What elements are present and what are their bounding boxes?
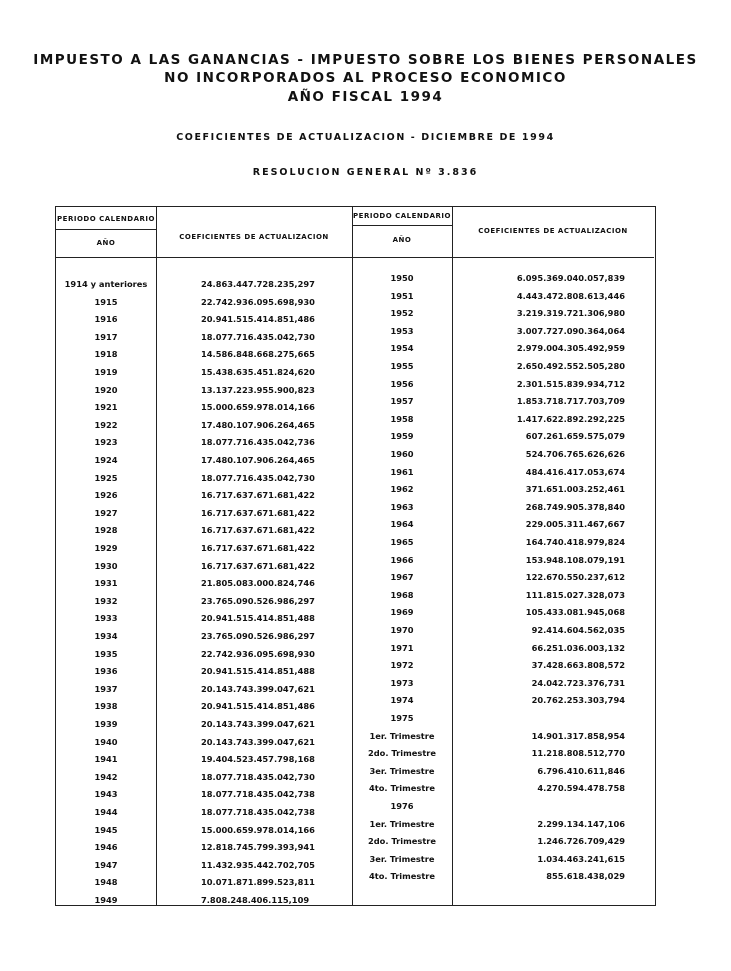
right-coef-cell: 371.651.003.252,461 <box>525 484 625 495</box>
col-divider-3 <box>452 207 453 905</box>
left-coef-cell: 7.808.248.406.115,109 <box>201 895 310 905</box>
doc-title-line-3: AÑO FISCAL 1994 <box>287 89 444 105</box>
left-year-cell: 1941 <box>94 754 118 765</box>
col-divider-1 <box>156 207 157 905</box>
left-year-cell: 1923 <box>94 437 118 448</box>
right-coef-cell: 164.740.418.979,824 <box>525 537 625 547</box>
right-coef-cell: 1.417.622.892.292,225 <box>516 413 625 424</box>
left-coef-cell: 22.742.936.095.698,930 <box>201 648 315 659</box>
left-coef-cell: 16.717.637.671.681,422 <box>201 525 315 536</box>
left-year-cell: 1936 <box>94 666 118 677</box>
left-coef-cell: 16.717.637.671.681,422 <box>201 543 315 553</box>
left-year-cell: 1915 <box>94 296 118 307</box>
right-year-cell: 1971 <box>390 642 414 653</box>
right-coef-cell: 229.005.311.467,667 <box>525 519 625 530</box>
left-year-cell: 1947 <box>94 859 118 870</box>
right-coef-cell: 37.428.663.808,572 <box>531 660 625 671</box>
left-year-cell: 1925 <box>94 472 118 483</box>
left-coef-cell: 23.765.090.526.986,297 <box>201 631 315 641</box>
left-coef-cell: 24.863.447.728.235,297 <box>201 279 315 289</box>
left-year-cell: 1928 <box>94 525 118 536</box>
right-coef-cell: 484.416.417.053,674 <box>525 466 625 477</box>
right-year-cell: 1967 <box>390 572 414 583</box>
right-year-cell: 1969 <box>390 607 414 618</box>
right-coef-cell: 2.301.515.839.934,712 <box>516 378 625 389</box>
right-year-cell: 1974 <box>390 695 414 706</box>
left-coef-cell: 17.480.107.906.264,465 <box>201 419 315 430</box>
left-coef-cell: 20.941.515.414.851,486 <box>201 314 315 325</box>
left-coef-cell: 17.480.107.906.264,465 <box>201 455 315 465</box>
left-year-cell: 1935 <box>94 648 118 659</box>
left-year-cell: 1948 <box>94 877 118 888</box>
left-year-cell: 1926 <box>94 490 118 501</box>
coefficients-table <box>55 206 656 906</box>
right-year-cell: 1976 <box>390 801 414 811</box>
left-coef-cell: 11.432.935.442.702,705 <box>201 859 315 870</box>
left-year-cell: 1919 <box>94 367 118 377</box>
right-year-cell: 1963 <box>390 501 414 512</box>
left-coef-cell: 16.717.637.671.681,422 <box>201 560 315 571</box>
right-year-cell: 1950 <box>390 273 414 283</box>
right-coef-cell: 105.433.081.945,068 <box>525 607 625 618</box>
right-coef-cell: 1.853.718.717.703,709 <box>516 396 625 407</box>
right-year-cell: 1er. Trimestre <box>369 818 435 829</box>
left-coef-cell: 20.143.743.399.047,621 <box>201 736 315 747</box>
left-year-cell: 1938 <box>94 701 118 712</box>
left-coef-cell: 18.077.716.435.042,736 <box>201 437 315 448</box>
right-year-cell: 1970 <box>390 625 414 635</box>
right-coef-cell: 6.796.410.611,846 <box>537 765 625 776</box>
right-year-cell: 1968 <box>390 589 414 600</box>
header-anio-right: AÑO <box>392 236 412 244</box>
right-year-cell: 4to. Trimestre <box>368 871 436 882</box>
right-year-cell: 1959 <box>390 431 414 442</box>
right-coef-cell: 66.251.036.003,132 <box>531 642 625 653</box>
left-year-cell: 1945 <box>94 824 118 835</box>
left-coef-cell: 18.077.718.435.042,738 <box>201 789 315 800</box>
left-year-cell: 1931 <box>94 578 118 589</box>
right-year-cell: 1972 <box>390 660 414 671</box>
right-coef-cell: 20.762.253.303,794 <box>531 695 625 706</box>
right-year-cell: 4to. Trimestre <box>368 783 436 794</box>
right-coef-cell: 24.042.723.376,731 <box>531 677 625 688</box>
left-coef-cell: 20.941.515.414.851,488 <box>201 666 315 677</box>
left-coef-cell: 15.438.635.451.824,620 <box>201 367 315 377</box>
right-coef-cell: 2.979.004.305.492,959 <box>516 343 625 354</box>
right-coef-cell: 92.414.604.562,035 <box>531 625 625 635</box>
right-coef-cell: 1.246.726.709,429 <box>537 836 625 847</box>
right-year-cell: 1958 <box>390 413 414 424</box>
left-year-cell: 1921 <box>94 402 118 413</box>
right-coef-cell: 153.948.108.079,191 <box>525 554 625 565</box>
right-year-cell: 1951 <box>390 290 414 301</box>
left-year-cell: 1934 <box>94 631 118 641</box>
right-coef-cell: 122.670.550.237,612 <box>525 572 625 583</box>
right-year-cell: 1952 <box>390 308 414 319</box>
right-year-cell: 1960 <box>390 449 414 459</box>
left-year-cell: 1922 <box>94 419 118 430</box>
left-coef-cell: 15.000.659.978.014,166 <box>201 402 315 413</box>
right-year-cell: 1966 <box>390 554 414 565</box>
left-coef-cell: 20.941.515.414.851,488 <box>201 613 315 624</box>
right-year-cell: 1961 <box>390 466 414 477</box>
right-year-cell: 1975 <box>390 713 414 723</box>
left-year-cell: 1918 <box>94 349 118 360</box>
left-year-cell: 1946 <box>94 842 118 853</box>
right-year-cell: 1955 <box>390 361 414 371</box>
right-coef-cell: 2.650.492.552.505,280 <box>516 361 625 371</box>
right-coef-cell: 524.706.765.626,626 <box>525 449 625 459</box>
left-coef-cell: 20.143.743.399.047,621 <box>201 683 315 694</box>
header-subdivider-right <box>352 225 452 226</box>
right-coef-cell: 2.299.134.147,106 <box>537 818 625 829</box>
left-year-cell: 1932 <box>94 595 118 606</box>
header-periodo-right: PERIODO CALENDARIO <box>353 212 451 220</box>
right-coef-cell: 6.095.369.040.057,839 <box>516 273 625 283</box>
left-year-cell: 1942 <box>94 771 118 782</box>
header-coef-left: COEFICIENTES DE ACTUALIZACION <box>179 233 329 241</box>
left-year-cell: 1949 <box>94 895 118 905</box>
left-coef-cell: 20.143.743.399.047,621 <box>201 719 315 729</box>
header-anio-left: AÑO <box>96 239 116 247</box>
left-coef-cell: 12.818.745.799.393,941 <box>201 842 315 853</box>
left-coef-cell: 15.000.659.978.014,166 <box>201 824 315 835</box>
header-periodo-left: PERIODO CALENDARIO <box>57 215 155 223</box>
right-coef-cell: 607.261.659.575,079 <box>525 431 625 442</box>
right-coef-cell: 3.219.319.721.306,980 <box>516 308 625 319</box>
right-coef-cell: 1.034.463.241,615 <box>537 853 625 864</box>
left-coef-cell: 16.717.637.671.681,422 <box>201 490 315 501</box>
left-coef-cell: 23.765.090.526.986,297 <box>201 595 315 606</box>
left-coef-cell: 18.077.718.435.042,730 <box>201 771 315 782</box>
header-coef-right: COEFICIENTES DE ACTUALIZACION <box>478 227 628 235</box>
left-year-cell: 1924 <box>94 455 118 465</box>
left-coef-cell: 19.404.523.457.798,168 <box>201 754 315 765</box>
right-year-cell: 1965 <box>390 537 414 547</box>
left-year-cell: 1940 <box>94 736 118 747</box>
doc-title-line-1: IMPUESTO A LAS GANANCIAS - IMPUESTO SOBRE LOS BIENES PERSONALES <box>33 52 698 68</box>
right-coef-cell: 855.618.438,029 <box>546 871 625 882</box>
right-year-cell: 1964 <box>390 519 414 530</box>
right-year-cell: 1957 <box>390 396 414 407</box>
left-coef-cell: 18.077.716.435.042,730 <box>201 472 315 483</box>
right-year-cell: 2do. Trimestre <box>367 836 437 847</box>
left-year-cell: 1927 <box>94 507 118 518</box>
right-coef-cell: 11.218.808.512,770 <box>531 748 625 759</box>
left-year-cell: 1916 <box>94 314 118 325</box>
left-year-cell: 1937 <box>94 683 118 694</box>
left-coef-cell: 21.805.083.000.824,746 <box>201 578 315 589</box>
right-coef-cell: 14.901.317.858,954 <box>531 730 625 741</box>
left-year-cell: 1944 <box>94 807 118 817</box>
right-year-cell: 2do. Trimestre <box>367 748 437 759</box>
right-year-cell: 3er. Trimestre <box>369 853 435 864</box>
right-year-cell: 1954 <box>390 343 414 354</box>
right-year-cell: 1953 <box>390 325 414 336</box>
right-year-cell: 1973 <box>390 677 414 688</box>
left-year-cell: 1939 <box>94 719 118 729</box>
left-year-cell: 1917 <box>94 331 118 342</box>
header-bottom-rule <box>56 257 654 258</box>
left-year-cell: 1943 <box>94 789 118 800</box>
doc-subtitle: COEFICIENTES DE ACTUALIZACION - DICIEMBRE DE 1994 <box>176 132 555 143</box>
right-year-cell: 1962 <box>390 484 414 495</box>
right-coef-cell: 111.815.027.328,073 <box>525 589 625 600</box>
right-year-cell: 1er. Trimestre <box>369 730 435 741</box>
left-year-cell: 1930 <box>94 560 118 571</box>
right-year-cell: 3er. Trimestre <box>369 765 435 776</box>
resolution-number: RESOLUCION GENERAL Nº 3.836 <box>252 167 479 178</box>
right-coef-cell: 4.443.472.808.613,446 <box>516 290 625 301</box>
doc-title-line-2: NO INCORPORADOS AL PROCESO ECONOMICO <box>164 70 567 86</box>
left-coef-cell: 20.941.515.414.851,486 <box>201 701 315 712</box>
left-coef-cell: 22.742.936.095.698,930 <box>201 296 315 307</box>
left-coef-cell: 14.586.848.668.275,665 <box>201 349 315 360</box>
left-coef-cell: 18.077.716.435.042,730 <box>201 331 315 342</box>
header-subdivider-left <box>56 229 156 230</box>
left-coef-cell: 13.137.223.955.900,823 <box>201 384 315 395</box>
left-coef-cell: 18.077.718.435.042,738 <box>201 807 315 817</box>
left-year-cell: 1920 <box>94 384 118 395</box>
left-year-cell: 1933 <box>94 613 118 624</box>
left-coef-cell: 16.717.637.671.681,422 <box>201 507 315 518</box>
right-coef-cell: 4.270.594.478.758 <box>537 783 625 794</box>
right-coef-cell: 268.749.905.378,840 <box>525 501 625 512</box>
right-coef-cell: 3.007.727.090.364,064 <box>516 325 625 336</box>
left-coef-cell: 10.071.871.899.523,811 <box>201 877 315 888</box>
right-year-cell: 1956 <box>390 378 414 389</box>
left-year-cell: 1929 <box>94 543 118 553</box>
left-year-cell: 1914 y anteriores <box>64 279 148 289</box>
